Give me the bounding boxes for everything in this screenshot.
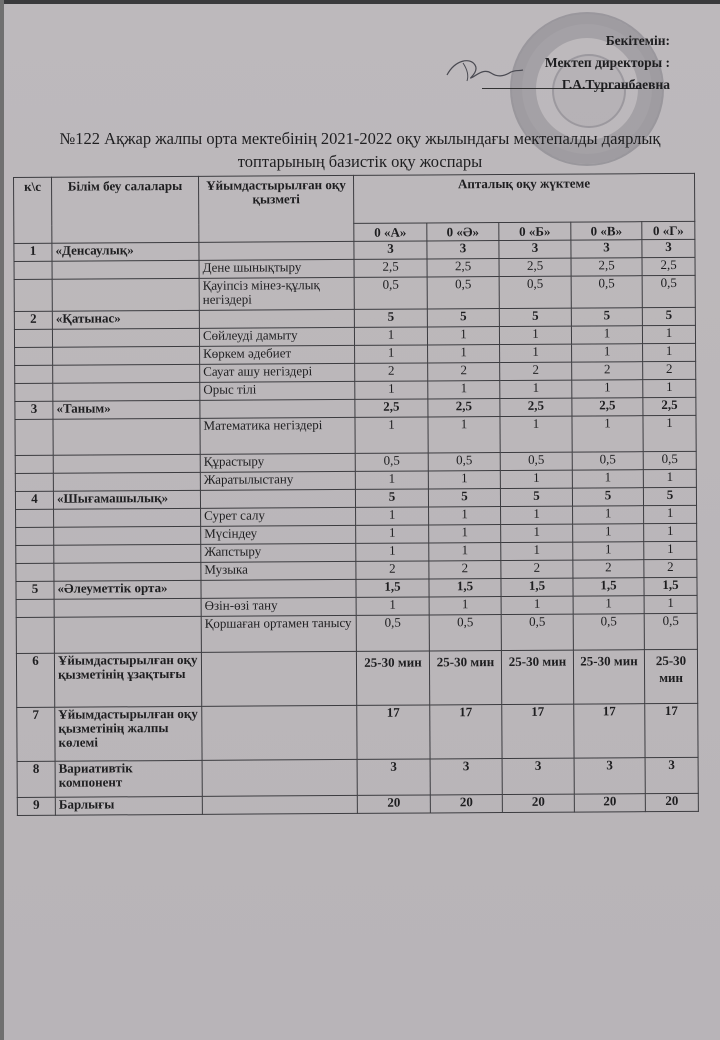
weekly-load-value: 0,5 xyxy=(573,614,644,650)
weekly-load-value: 1 xyxy=(429,543,501,561)
weekly-load-value: 2 xyxy=(500,362,572,380)
weekly-load-value: 1 xyxy=(428,345,500,363)
weekly-load-value: 17 xyxy=(502,704,574,758)
education-area xyxy=(54,544,201,563)
education-area xyxy=(53,346,200,365)
weekly-load-value: 1,5 xyxy=(356,579,429,597)
header-num: к\с xyxy=(14,177,52,243)
weekly-load-value: 0,5 xyxy=(428,453,500,471)
weekly-load-value: 25-30 мин xyxy=(356,651,429,705)
weekly-load-value: 3 xyxy=(430,759,502,795)
row-number xyxy=(16,545,54,563)
weekly-load-value: 2,5 xyxy=(354,259,427,277)
weekly-load-value: 2 xyxy=(643,361,696,379)
weekly-load-value: 1 xyxy=(644,505,697,523)
activity-name xyxy=(199,241,354,260)
weekly-load-value: 17 xyxy=(430,705,502,759)
weekly-load-value: 1 xyxy=(644,523,697,541)
weekly-load-value: 1 xyxy=(355,381,428,399)
weekly-load-value: 1 xyxy=(572,416,643,452)
row-number xyxy=(14,261,52,279)
activity-name: Музыка xyxy=(201,561,356,580)
row-number: 6 xyxy=(16,653,54,707)
weekly-load-value: 1,5 xyxy=(501,578,573,596)
weekly-load-value: 2 xyxy=(355,363,428,381)
weekly-load-value: 1 xyxy=(573,524,644,542)
title-line-2: топтарының базистік оқу жоспары xyxy=(237,152,483,171)
weekly-load-value: 0,5 xyxy=(356,615,429,651)
row-number xyxy=(15,347,53,365)
weekly-load-value: 3 xyxy=(354,241,427,259)
weekly-load-value: 17 xyxy=(574,704,645,758)
weekly-load-value: 2 xyxy=(428,363,500,381)
activity-name: Сурет салу xyxy=(201,507,356,526)
approval-heading: Бекітемін: xyxy=(605,33,670,48)
weekly-load-value: 1,5 xyxy=(429,579,501,597)
activity-name: Қоршаған ортамен танысу xyxy=(201,615,356,652)
weekly-load-value: 2,5 xyxy=(571,258,642,276)
weekly-load-value: 1 xyxy=(499,326,571,344)
education-area xyxy=(53,472,200,491)
weekly-load-value: 2 xyxy=(572,362,643,380)
education-area xyxy=(54,508,201,527)
row-number: 4 xyxy=(15,491,53,509)
education-area xyxy=(52,328,199,347)
weekly-load-value: 1 xyxy=(428,381,500,399)
weekly-load-value: 5 xyxy=(500,488,572,506)
header-group: 0 «Г» xyxy=(642,221,695,239)
weekly-load-value: 3 xyxy=(645,757,698,793)
approval-name: Г.А.Турганбаевна xyxy=(561,77,670,92)
header-area: Білім беу салалары xyxy=(52,176,199,243)
weekly-load-value: 2,5 xyxy=(499,258,571,276)
weekly-load-value: 5 xyxy=(355,489,428,507)
education-area: «Қатынас» xyxy=(52,310,199,329)
weekly-load-value: 1 xyxy=(643,343,696,361)
weekly-load-value: 20 xyxy=(502,794,574,812)
weekly-load-value: 0,5 xyxy=(501,614,573,650)
weekly-load-value: 0,5 xyxy=(642,275,695,307)
weekly-load-value: 0,5 xyxy=(572,452,643,470)
header-group: 0 «Ә» xyxy=(427,223,499,241)
weekly-load-value: 1 xyxy=(501,524,573,542)
weekly-load-value: 1 xyxy=(429,597,501,615)
weekly-load-value: 1 xyxy=(643,415,696,451)
weekly-load-value: 25-30 мин xyxy=(573,650,644,704)
row-number: 1 xyxy=(14,243,52,261)
education-area: «Таным» xyxy=(53,400,200,419)
activity-name: Орыс тілі xyxy=(200,381,355,400)
weekly-load-value: 1 xyxy=(644,595,697,613)
row-number xyxy=(16,599,54,617)
table-row xyxy=(17,793,698,815)
weekly-load-value: 0,5 xyxy=(571,276,642,308)
weekly-load-value: 2 xyxy=(573,560,644,578)
weekly-load-value: 1 xyxy=(356,543,429,561)
row-number: 7 xyxy=(17,707,55,761)
activity-name: Жапстыру xyxy=(201,543,356,562)
weekly-load-value: 3 xyxy=(571,240,642,258)
weekly-load-value: 2,5 xyxy=(643,397,696,415)
weekly-load-value: 1 xyxy=(428,471,500,489)
title-line-1: №122 Ақжар жалпы орта мектебінің 2021-2022 оқу жылындағы мектепалды даярлық xyxy=(59,129,661,148)
activity-name xyxy=(202,759,357,796)
weekly-load-value: 5 xyxy=(499,308,571,326)
activity-name: Көркем әдебиет xyxy=(200,345,355,364)
activity-name: Өзін-өзі тану xyxy=(201,597,356,616)
weekly-load-value: 25-30 мин xyxy=(501,650,573,704)
weekly-load-value: 1 xyxy=(354,327,427,345)
weekly-load-value: 1 xyxy=(356,525,429,543)
weekly-load-value: 20 xyxy=(574,794,645,812)
table-row xyxy=(15,415,696,455)
education-area xyxy=(54,598,201,617)
row-number xyxy=(14,329,52,347)
weekly-load-value: 0,5 xyxy=(427,277,499,309)
weekly-load-value: 5 xyxy=(642,307,695,325)
weekly-load-value: 2 xyxy=(429,561,501,579)
activity-name: Мүсіндеу xyxy=(201,525,356,544)
education-area xyxy=(52,260,199,279)
weekly-load-value: 0,5 xyxy=(499,276,571,308)
weekly-load-value: 0,5 xyxy=(500,452,572,470)
weekly-load-value: 1 xyxy=(355,417,428,453)
activity-name xyxy=(199,309,354,328)
row-number: 2 xyxy=(14,311,52,329)
row-number xyxy=(14,279,52,311)
activity-name xyxy=(202,705,357,760)
weekly-load-value: 5 xyxy=(643,487,696,505)
document-title xyxy=(0,127,720,173)
education-area xyxy=(52,278,199,311)
activity-name xyxy=(202,795,357,814)
activity-name xyxy=(200,489,355,508)
weekly-load-value: 3 xyxy=(574,758,645,794)
weekly-load-value: 1 xyxy=(573,596,644,614)
weekly-load-value: 2,5 xyxy=(572,398,643,416)
weekly-load-value: 1 xyxy=(501,506,573,524)
row-number xyxy=(15,365,53,383)
activity-name: Қауіпсіз мінез-құлық негіздері xyxy=(199,277,354,310)
education-area xyxy=(54,526,201,545)
curriculum-table xyxy=(13,173,699,816)
weekly-load-value: 1 xyxy=(643,379,696,397)
education-area xyxy=(53,418,200,455)
weekly-load-value: 1 xyxy=(573,506,644,524)
weekly-load-value: 1 xyxy=(356,507,429,525)
row-number xyxy=(15,419,53,455)
weekly-load-value: 2,5 xyxy=(355,399,428,417)
weekly-load-value: 0,5 xyxy=(644,613,697,649)
weekly-load-value: 1 xyxy=(427,327,499,345)
weekly-load-value: 1 xyxy=(500,380,572,398)
education-area xyxy=(53,382,200,401)
education-area: Ұйымдастырылған оқу қызметінің ұзақтығы xyxy=(54,652,201,707)
weekly-load-value: 1 xyxy=(572,470,643,488)
weekly-load-value: 2,5 xyxy=(428,399,500,417)
weekly-load-value: 1 xyxy=(572,344,643,362)
weekly-load-value: 2,5 xyxy=(427,259,499,277)
activity-name: Дене шынықтыру xyxy=(199,259,354,278)
education-area: Вариативтік компонент xyxy=(55,760,202,797)
weekly-load-value: 2,5 xyxy=(500,398,572,416)
weekly-load-value: 1 xyxy=(644,541,697,559)
weekly-load-value: 17 xyxy=(357,705,430,759)
weekly-load-value: 3 xyxy=(642,239,695,257)
row-number xyxy=(15,383,53,401)
activity-name xyxy=(201,651,356,706)
education-area xyxy=(54,562,201,581)
activity-name xyxy=(201,579,356,598)
weekly-load-value: 1 xyxy=(642,325,695,343)
table-row xyxy=(17,703,698,761)
weekly-load-value: 5 xyxy=(572,488,643,506)
education-area: Барлығы xyxy=(55,796,202,815)
education-area: Ұйымдастырылған оқу қызметінің жалпы көлемі xyxy=(55,706,202,761)
row-number xyxy=(16,617,54,653)
weekly-load-value: 17 xyxy=(645,703,698,757)
approval-position: Мектеп директоры : xyxy=(544,55,670,70)
table-row xyxy=(17,757,698,797)
education-area: «Шығамашылық» xyxy=(53,490,200,509)
activity-name xyxy=(200,399,355,418)
weekly-load-value: 1 xyxy=(500,470,572,488)
weekly-load-value: 0,5 xyxy=(643,451,696,469)
weekly-load-value: 1 xyxy=(355,471,428,489)
activity-name: Жаратылыстану xyxy=(200,471,355,490)
weekly-load-value: 2,5 xyxy=(642,257,695,275)
weekly-load-value: 2 xyxy=(501,560,573,578)
weekly-load-value: 1 xyxy=(355,345,428,363)
header-weekly-load: Апталық оқу жүктеме xyxy=(353,173,694,223)
education-area xyxy=(54,616,201,653)
weekly-load-value: 1 xyxy=(500,344,572,362)
row-number xyxy=(15,473,53,491)
weekly-load-value: 3 xyxy=(499,240,571,258)
weekly-load-value: 5 xyxy=(571,308,642,326)
row-number: 5 xyxy=(16,581,54,599)
weekly-load-value: 25-30 мин xyxy=(644,649,697,703)
weekly-load-value: 3 xyxy=(502,758,574,794)
table-row xyxy=(16,649,697,707)
weekly-load-value: 1 xyxy=(571,326,642,344)
row-number: 9 xyxy=(17,797,55,815)
weekly-load-value: 5 xyxy=(354,309,427,327)
table-body xyxy=(14,239,699,815)
approval-block xyxy=(545,30,670,96)
weekly-load-value: 5 xyxy=(427,309,499,327)
weekly-load-value: 1 xyxy=(573,542,644,560)
row-number xyxy=(16,527,54,545)
activity-name: Математика негіздері xyxy=(200,417,355,454)
weekly-load-value: 0,5 xyxy=(355,453,428,471)
weekly-load-value: 20 xyxy=(357,795,430,813)
row-number xyxy=(16,563,54,581)
weekly-load-value: 1,5 xyxy=(573,578,644,596)
weekly-load-value: 1 xyxy=(429,507,501,525)
education-area: «Денсаулық» xyxy=(52,242,199,261)
education-area: «Әлеуметтік орта» xyxy=(54,580,201,599)
header-group: 0 «Б» xyxy=(499,222,571,240)
weekly-load-value: 1,5 xyxy=(644,577,697,595)
weekly-load-value: 20 xyxy=(430,795,502,813)
weekly-load-value: 0,5 xyxy=(429,615,501,651)
row-number xyxy=(15,455,53,473)
row-number: 8 xyxy=(17,761,55,797)
table-row xyxy=(16,613,697,653)
weekly-load-value: 1 xyxy=(643,469,696,487)
weekly-load-value: 1 xyxy=(501,596,573,614)
weekly-load-value: 2 xyxy=(644,559,697,577)
weekly-load-value: 25-30 мин xyxy=(429,651,501,705)
weekly-load-value: 1 xyxy=(501,542,573,560)
signature-icon xyxy=(445,55,525,85)
header-activity: Ұйымдастырылған оқу қызметі xyxy=(198,175,353,242)
header-group: 0 «А» xyxy=(354,223,427,241)
weekly-load-value: 5 xyxy=(428,489,500,507)
weekly-load-value: 1 xyxy=(429,525,501,543)
weekly-load-value: 0,5 xyxy=(354,277,427,309)
weekly-load-value: 3 xyxy=(357,759,430,795)
weekly-load-value: 1 xyxy=(572,380,643,398)
activity-name: Сауат ашу негіздері xyxy=(200,363,355,382)
education-area xyxy=(53,364,200,383)
weekly-load-value: 1 xyxy=(428,417,500,453)
header-group: 0 «В» xyxy=(571,222,642,240)
education-area xyxy=(53,454,200,473)
row-number: 3 xyxy=(15,401,53,419)
weekly-load-value: 2 xyxy=(356,561,429,579)
activity-name: Құрастыру xyxy=(200,453,355,472)
activity-name: Сөйлеуді дамыту xyxy=(199,327,354,346)
weekly-load-value: 1 xyxy=(500,416,572,452)
row-number xyxy=(16,509,54,527)
table-row xyxy=(14,275,695,311)
weekly-load-value: 3 xyxy=(427,241,499,259)
weekly-load-value: 20 xyxy=(645,793,698,811)
weekly-load-value: 1 xyxy=(356,597,429,615)
